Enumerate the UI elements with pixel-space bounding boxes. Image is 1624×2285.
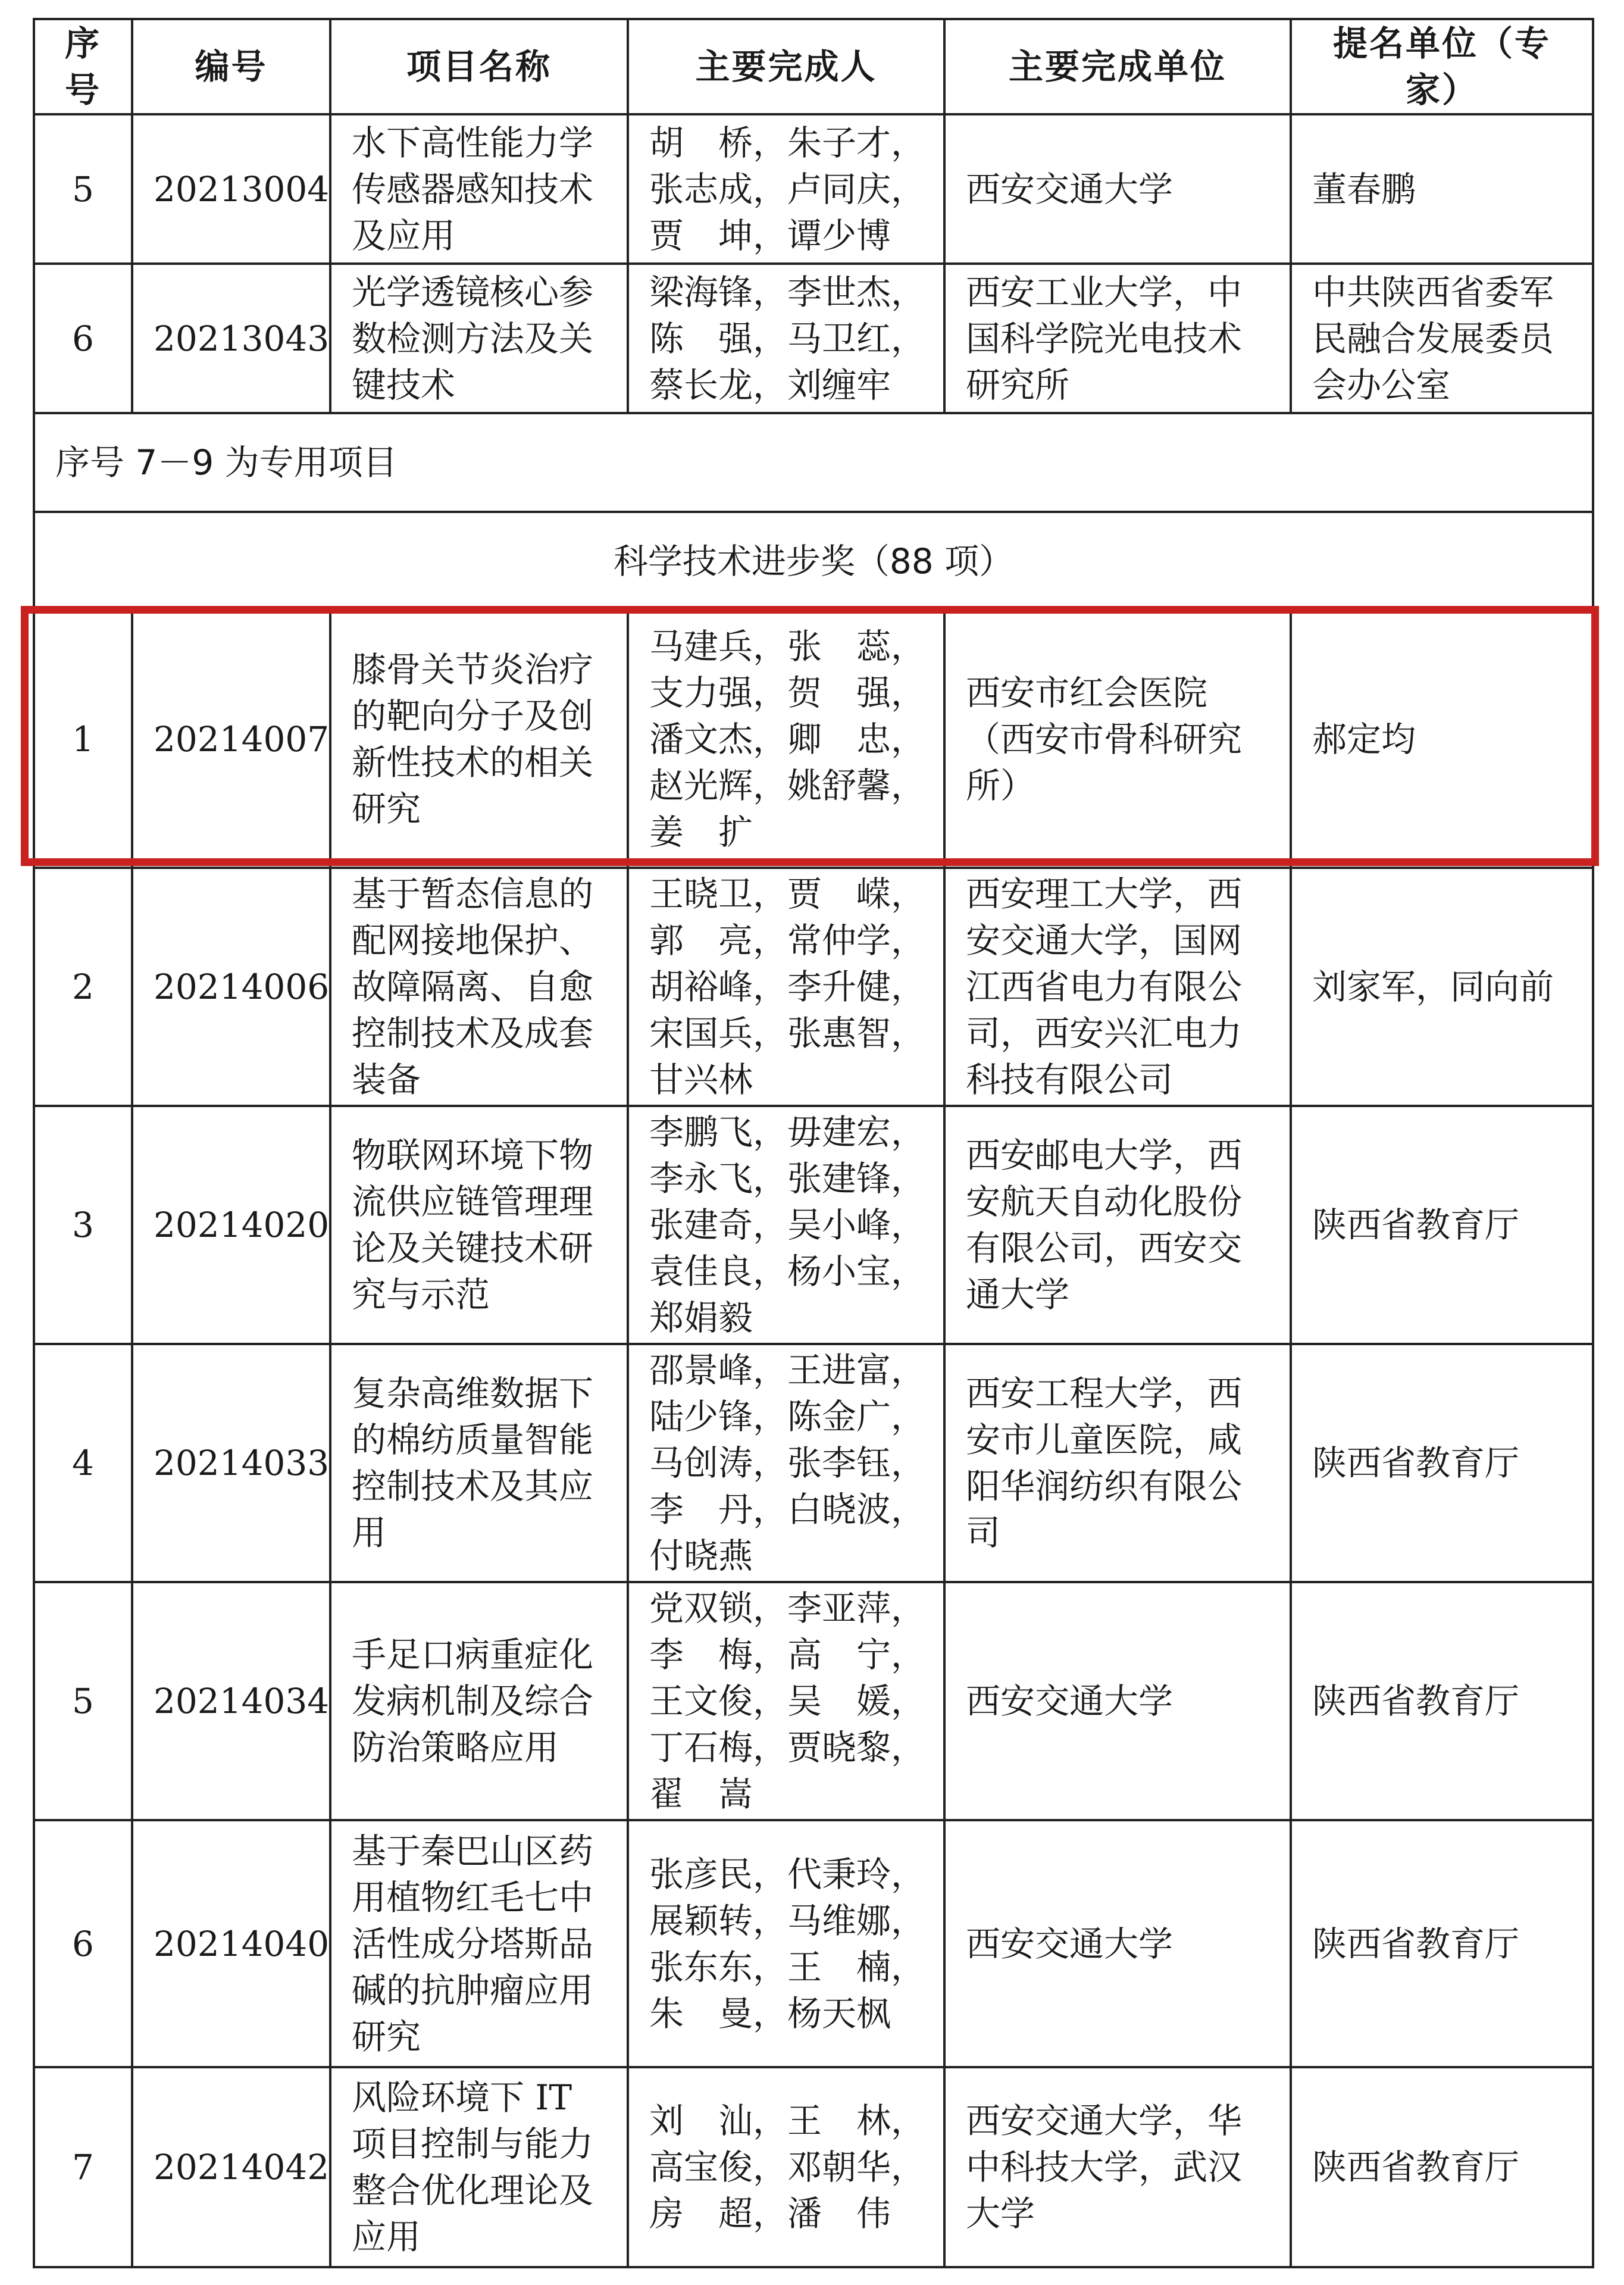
row-index: 6 [34,1820,132,2067]
row-project-name-line: 装备 [352,1059,421,1100]
row-index: 5 [34,114,132,264]
row-people-line: 郑娟毅 [649,1298,753,1338]
row-people [628,1582,944,1820]
row-people-line: 王文俊，吴 媛， [649,1681,926,1721]
row-project-name [330,114,628,264]
row-units [944,1582,1291,1820]
row-units-line: 西安交通大学 [966,168,1174,210]
row-people-line: 展颖转，马维娜， [649,1900,926,1941]
row-people-line: 翟 嵩 [649,1774,753,1814]
row-units-line: 安市儿童医院，咸 [966,1420,1243,1460]
special-note: 序号 7－9 为专用项目 [34,413,1593,512]
row-project-name-line: 故障隔离、自愈 [352,967,594,1007]
row-code: 20214042 [132,2067,330,2267]
table-row [34,264,1593,413]
table-row [34,611,1593,868]
row-people-line: 朱 曼，杨天枫 [649,1993,891,2034]
row-people-line: 胡 桥，朱子才， [649,122,926,163]
row-people-line: 马创涛，张李钰， [649,1443,926,1483]
row-people-line: 房 超，潘 伟 [649,2193,891,2234]
row-units-line: 西安交通大学 [966,1923,1174,1964]
row-project-name [330,1820,628,2067]
row-index: 2 [34,868,132,1106]
row-project-name-line: 光学透镜核心参 [352,271,594,312]
row-project-name-line: 的棉纺质量智能 [352,1420,594,1460]
row-people-line: 邵景峰，王进富， [649,1350,926,1390]
row-units-line: 大学 [966,2193,1035,2234]
row-nominator: 陕西省教育厅 [1291,2067,1593,2267]
row-project-name-line: 研究 [352,789,421,829]
special-note-row [34,413,1593,512]
row-people-line: 马建兵，张 蕊， [649,626,926,667]
row-project-name [330,1582,628,1820]
row-index: 3 [34,1106,132,1344]
table-row [34,1820,1593,2067]
table-row [34,1106,1593,1344]
row-project-name [330,1106,628,1344]
row-units-line: 国科学院光电技术 [966,318,1243,359]
row-people [628,114,944,264]
table-row [34,1582,1593,1820]
row-people-line: 付晓燕 [649,1536,753,1576]
row-people-line: 潘文杰，卿 忠， [649,719,926,759]
row-units-line: 研究所 [966,364,1070,405]
row-people-line: 蔡长龙，刘缠牢 [649,364,891,405]
row-project-name-line: 论及关键技术研 [352,1228,594,1268]
table-row [34,2067,1593,2267]
row-project-name-line: 配网接地保护、 [352,920,594,961]
row-people-line: 宋国兵，张惠智， [649,1013,926,1054]
row-people-line: 姜 扩 [649,812,753,852]
row-nominator: 陕西省教育厅 [1291,1820,1593,2067]
row-people-line: 袁佳良，杨小宝， [649,1251,926,1292]
row-units-line: 所） [966,765,1035,806]
row-units [944,868,1291,1106]
row-units-line: 阳华润纺织有限公 [966,1466,1243,1506]
row-units [944,611,1291,868]
row-people-line: 赵光辉，姚舒馨， [649,765,926,806]
row-people-line: 李 丹，白晓波， [649,1489,926,1530]
row-units [944,114,1291,264]
row-index: 7 [34,2067,132,2267]
row-units-line: 江西省电力有限公 [966,967,1243,1007]
row-people-line: 张志成，卢同庆， [649,168,926,210]
row-units [944,264,1291,413]
row-units [944,1344,1291,1582]
row-units-line: 西安工业大学，中 [966,271,1243,312]
row-units-line: 通大学 [966,1274,1070,1315]
section-title: 科学技术进步奖（88 项） [34,512,1593,611]
row-people [628,1344,944,1582]
row-people-line: 党双锁，李亚萍， [649,1588,926,1628]
row-units-line: 有限公司，西安交 [966,1228,1243,1268]
row-people-line: 胡裕峰，李升健， [649,967,926,1007]
row-people [628,611,944,868]
table-row [34,114,1593,264]
row-units-line: 西安市红会医院 [966,673,1208,713]
row-people-line: 陆少锋，陈金广， [649,1396,926,1437]
header-nominator: 提名单位（专家） [1291,19,1593,114]
row-code: 20213043 [132,264,330,413]
row-units-line: 西安工程大学，西 [966,1373,1243,1414]
bottom-rows [34,611,1593,2267]
row-project-name-line: 活性成分塔斯品 [352,1923,594,1964]
row-project-name-line: 基于暂态信息的 [352,874,594,914]
row-code: 20214034 [132,1582,330,1820]
row-units-line: 西安理工大学，西 [966,874,1243,914]
row-units-line: 科技有限公司 [966,1059,1174,1100]
row-project-name-line: 究与示范 [352,1274,490,1315]
row-code: 20214006 [132,868,330,1106]
row-units [944,2067,1291,2267]
row-units-line: 西安交通大学，华 [966,2100,1243,2141]
header-people: 主要完成人 [628,19,944,114]
row-people-line: 郭 亮，常仲学， [649,920,926,961]
row-project-name-line: 传感器感知技术 [352,168,594,210]
row-index: 5 [34,1582,132,1820]
row-project-name-line: 物联网环境下物 [352,1135,594,1176]
row-code: 20214040 [132,1820,330,2067]
row-code: 20214033 [132,1344,330,1582]
row-project-name-line: 新性技术的相关 [352,742,594,783]
row-nominator: 郝定均 [1291,611,1593,868]
row-project-name [330,1344,628,1582]
row-project-name-line: 风险环境下 IT [352,2077,572,2118]
row-people-line: 李永飞，张建锋， [649,1158,926,1199]
row-nominator-line: 民融合发展委员 [1312,318,1554,359]
row-project-name-line: 项目控制与能力 [352,2124,594,2164]
row-project-name [330,868,628,1106]
row-people [628,868,944,1106]
top-rows [34,114,1593,413]
row-nominator: 刘家军，同向前 [1291,868,1593,1106]
row-units-line: 中科技大学，武汉 [966,2147,1243,2187]
row-people [628,1106,944,1344]
row-people-line: 王晓卫，贾 嵘， [649,874,926,914]
row-project-name-line: 控制技术及成套 [352,1013,594,1054]
row-nominator-line: 中共陕西省委军 [1312,271,1554,312]
row-project-name [330,611,628,868]
row-project-name-line: 手足口病重症化 [352,1634,594,1675]
row-people-line: 梁海锋，李世杰， [649,271,926,312]
row-project-name-line: 膝骨关节炎治疗 [352,649,594,690]
row-people-line: 丁石梅，贾晓黎， [649,1727,926,1768]
row-project-name-line: 控制技术及其应 [352,1466,594,1506]
row-project-name-line: 水下高性能力学 [352,122,594,163]
row-project-name-line: 流供应链管理理 [352,1181,594,1222]
row-units-line: 司，西安兴汇电力 [966,1013,1243,1054]
row-project-name-line: 的靶向分子及创 [352,696,594,736]
row-people-line: 李鹏飞，毋建宏， [649,1112,926,1152]
row-people-line: 刘 汕，王 林， [649,2100,926,2141]
row-units-line: 安航天自动化股份 [966,1181,1243,1222]
table-row [34,868,1593,1106]
award-table [33,18,1594,2268]
row-project-name-line: 应用 [352,2217,421,2257]
header-row [34,19,1593,114]
row-people-line: 张建奇，吴小峰， [649,1205,926,1245]
row-nominator: 陕西省教育厅 [1291,1106,1593,1344]
row-people-line: 张彦民，代秉玲， [649,1853,926,1895]
row-project-name-line: 用植物红毛七中 [352,1877,594,1918]
row-project-name [330,2067,628,2267]
row-project-name-line: 键技术 [352,364,456,405]
row-people [628,264,944,413]
row-project-name-line: 防治策略应用 [352,1727,559,1768]
row-people-line: 李 梅，高 宁， [649,1634,926,1675]
row-project-name-line: 研究 [352,2016,421,2057]
row-index: 6 [34,264,132,413]
row-units-line: 司 [966,1512,1001,1553]
header-project: 项目名称 [330,19,628,114]
row-nominator: 陕西省教育厅 [1291,1582,1593,1820]
row-project-name-line: 及应用 [352,215,456,256]
row-people-line: 支力强，贺 强， [649,673,926,713]
row-units-line: 西安邮电大学，西 [966,1135,1243,1176]
row-project-name [330,264,628,413]
row-people-line: 张东东，王 楠， [649,1946,926,1987]
row-people-line: 陈 强，马卫红， [649,318,926,359]
header-units: 主要完成单位 [944,19,1291,114]
row-people [628,1820,944,2067]
row-project-name-line: 碱的抗肿瘤应用 [352,1970,594,2011]
row-units [944,1820,1291,2067]
row-project-name-line: 复杂高维数据下 [352,1373,594,1414]
row-project-name-line: 基于秦巴山区药 [352,1830,594,1871]
row-index: 1 [34,611,132,868]
row-index: 4 [34,1344,132,1582]
row-nominator: 董春鹏 [1291,114,1593,264]
header-code: 编号 [132,19,330,114]
row-people [628,2067,944,2267]
row-people-line: 甘兴林 [649,1059,753,1100]
row-code: 20213004 [132,114,330,264]
row-units [944,1106,1291,1344]
row-people-line: 贾 坤，谭少博 [649,215,891,256]
row-units-line: （西安市骨科研究 [966,719,1243,759]
header-index: 序号 [34,19,132,114]
row-project-name-line: 用 [352,1512,387,1553]
row-nominator-line: 会办公室 [1312,364,1451,405]
row-units-line: 安交通大学，国网 [966,920,1243,961]
row-code: 20214020 [132,1106,330,1344]
section-title-row [34,512,1593,611]
row-nominator [1291,264,1593,413]
row-people-line: 高宝俊，邓朝华， [649,2147,926,2187]
row-project-name-line: 整合优化理论及 [352,2170,594,2211]
row-project-name-line: 发病机制及综合 [352,1681,594,1721]
table-row [34,1344,1593,1582]
row-code: 20214007 [132,611,330,868]
row-units-line: 西安交通大学 [966,1681,1174,1721]
row-project-name-line: 数检测方法及关 [352,318,594,359]
row-nominator: 陕西省教育厅 [1291,1344,1593,1582]
